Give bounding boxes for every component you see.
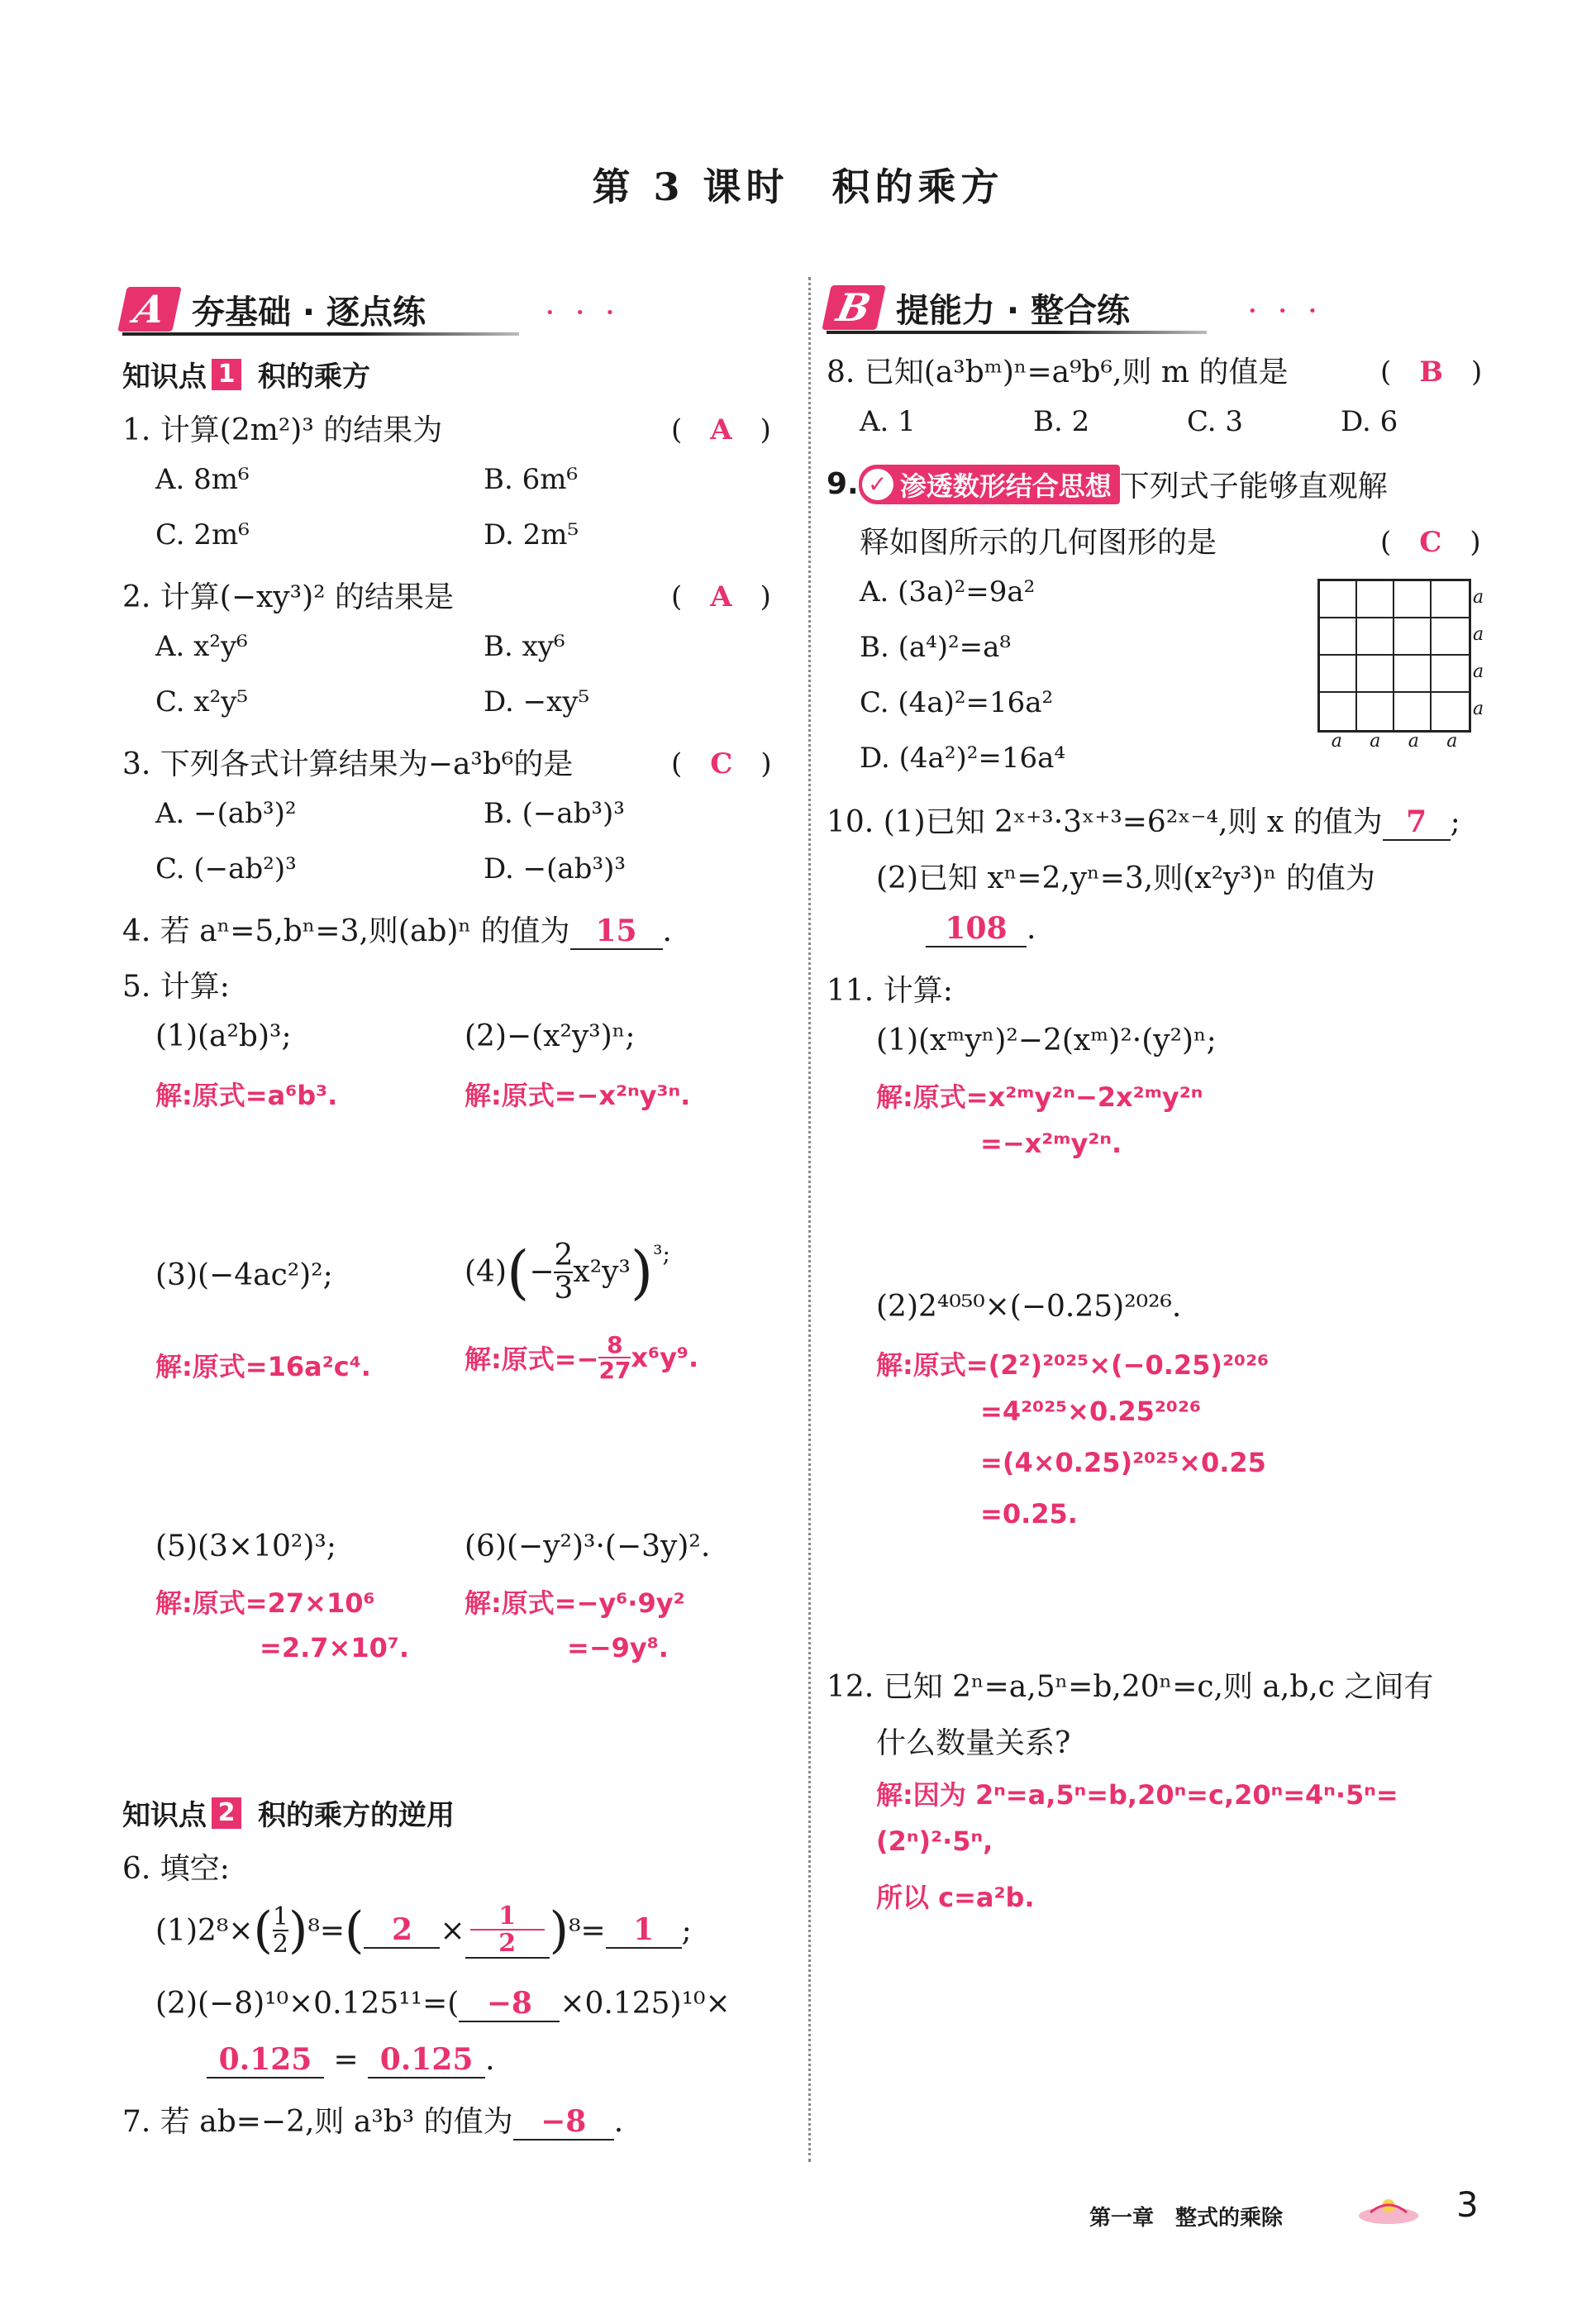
q3-option-b: B. (−ab³)³ [484, 797, 625, 830]
q7-stem: 7. 若 ab=−2,则 a³b³ 的值为 [122, 2105, 513, 2139]
q6-part2-line1 [155, 1986, 731, 2022]
q6-part2-prefix: (2)(−8)¹⁰×0.125¹¹=( [155, 1987, 460, 2021]
q8-option-c: C. 3 [1187, 405, 1244, 438]
knowledge-point-1 [122, 354, 370, 394]
q3-option-d: D. −(ab³)³ [484, 852, 626, 885]
q6-blank2-num: 1 [470, 1903, 545, 1931]
section-b-title: 提能力 · 整合练 [896, 291, 1131, 330]
section-b-dots: • • • [1248, 303, 1326, 320]
q5-solution4 [465, 1333, 698, 1383]
q8-answer-box: ( B ) [1380, 356, 1483, 389]
kp2-name: 积的乘方的逆用 [258, 1799, 455, 1832]
q5-solution4-prefix: 解:原式=− [465, 1344, 599, 1376]
q9-stem2: 释如图所示的几何图形的是 [860, 526, 1217, 560]
q10-part1-stem: 10. (1)已知 2ˣ⁺³·3ˣ⁺³=6²ˣ⁻⁴,则 x 的值为 [827, 805, 1383, 839]
q9-stem1: 下列式子能够直观解 [1119, 470, 1388, 504]
q5-part3: (3)(−4ac²)²; [155, 1258, 333, 1292]
q10-part2: (2)已知 xⁿ=2,yⁿ=3,则(x²y³)ⁿ 的值为 [876, 861, 1375, 895]
q9-grid-right-labels: a a a a [1473, 587, 1484, 719]
q11-solution2d: =0.25. [980, 1498, 1078, 1530]
column-divider [808, 277, 811, 2162]
q5-part4-label: (4) [465, 1255, 507, 1290]
q9-number: 9. [827, 467, 859, 501]
q2-answer-box: ( A ) [671, 580, 771, 613]
section-a-badge: A [117, 287, 181, 332]
q8-stem: 8. 已知(a³bᵐ)ⁿ=a⁹b⁶,则 m 的值是 [827, 356, 1289, 389]
q8-option-a: A. 1 [860, 405, 916, 438]
q2-option-d: D. −xy⁵ [484, 685, 590, 718]
q6-blank3: 1 [606, 1912, 682, 1949]
q12-stem1: 12. 已知 2ⁿ=a,5ⁿ=b,20ⁿ=c,则 a,b,c 之间有 [827, 1670, 1434, 1704]
q4-stem: 4. 若 aⁿ=5,bⁿ=3,则(ab)ⁿ 的值为 [122, 914, 570, 948]
q9-grid-bottom-labels: a a a a [1331, 731, 1458, 752]
q6-part1-eq1: ⁸= [307, 1913, 345, 1948]
q7-line [122, 2098, 623, 2141]
q9-answer: C [1419, 526, 1442, 559]
q6-blank6: 0.125 [368, 2042, 485, 2079]
q2-option-c: C. x²y⁵ [155, 685, 249, 718]
q6-part1-eq2: ⁸= [569, 1913, 606, 1948]
q2-option-b: B. xy⁶ [484, 630, 565, 663]
q9-option-b: B. (a⁴)²=a⁸ [860, 631, 1012, 664]
q5-solution4-denominator: 27 [598, 1357, 631, 1385]
q8-option-d: D. 6 [1341, 405, 1398, 438]
q9-hint-text: 渗透数形结合思想 [899, 470, 1112, 502]
q5-stem: 5. 计算: [122, 970, 230, 1004]
section-a-header [122, 285, 426, 333]
q5-part4-exponent: ³; [653, 1240, 670, 1267]
q10-part2-answer [926, 911, 1036, 947]
q11-solution2b: =4²⁰²⁵×0.25²⁰²⁶ [980, 1396, 1201, 1427]
knowledge-point-2 [122, 1792, 455, 1833]
q11-solution1b: =−x²ᵐy²ⁿ. [980, 1128, 1122, 1159]
footer-logo [1355, 2193, 1422, 2226]
q6-part1-prefix: (1)2⁸× [155, 1913, 254, 1948]
q10-part1-end: ; [1450, 805, 1460, 839]
q12-stem2: 什么数量关系? [876, 1726, 1071, 1760]
q1-stem: 1. 计算(2m²)³ 的结果为 [122, 413, 443, 447]
kp1-label: 知识点 [122, 360, 207, 394]
q2-stem: 2. 计算(−xy³)² 的结果是 [122, 580, 454, 614]
q9-line1 [827, 463, 1388, 505]
q3-answer: C [710, 747, 733, 780]
q12-solution2: (2ⁿ)²·5ⁿ, [876, 1826, 993, 1857]
section-b-badge: B [822, 285, 885, 330]
q7-end: . [613, 2105, 624, 2139]
q2-option-a: A. x²y⁶ [155, 630, 248, 663]
q5-solution6a: 解:原式=−y⁶·9y² [465, 1587, 685, 1619]
q9-hint-badge [859, 465, 1120, 504]
q8-answer: B [1419, 356, 1444, 389]
q5-part1: (1)(a²b)³; [155, 1019, 292, 1053]
q6-blank4: −8 [459, 1986, 560, 2022]
kp2-label: 知识点 [122, 1799, 207, 1832]
q9-answer-box: ( C ) [1380, 526, 1481, 559]
kp2-number: 2 [212, 1797, 241, 1829]
kp1-name: 积的乘方 [258, 360, 370, 394]
q4-line: 4. 若 aⁿ=5,bⁿ=3,则(ab)ⁿ 的值为 15 . [122, 914, 672, 948]
q1-option-d: D. 2m⁵ [484, 518, 579, 551]
q5-part4-numerator: 2 [554, 1239, 574, 1272]
q11-solution2a: 解:原式=(2²)²⁰²⁵×(−0.25)²⁰²⁶ [876, 1349, 1270, 1381]
q1-answer-box: ( A ) [671, 413, 771, 446]
q5-solution6b: =−9y⁸. [567, 1632, 669, 1663]
q6-blank5: 0.125 [207, 2042, 324, 2079]
q1-option-b: B. 6m⁶ [484, 463, 579, 496]
q9-option-c: C. (4a)²=16a² [860, 686, 1054, 719]
q6-times: × [440, 1913, 465, 1948]
q6-part1-frac-den: 2 [272, 1930, 289, 1959]
q10-part2-end: . [1027, 912, 1036, 946]
section-a-dots: • • • [545, 304, 623, 322]
q10-blank2: 108 [926, 911, 1027, 947]
q6-part1-frac-num: 1 [272, 1902, 289, 1931]
q10-blank1: 7 [1383, 804, 1451, 841]
section-b-header [827, 284, 1130, 332]
q11-part2: (2)2⁴⁰⁵⁰×(−0.25)²⁰²⁶. [876, 1290, 1182, 1324]
q12-solution1: 解:因为 2ⁿ=a,5ⁿ=b,20ⁿ=c,20ⁿ=4ⁿ·5ⁿ= [876, 1779, 1398, 1811]
q5-part2: (2)−(x²y³)ⁿ; [465, 1019, 636, 1053]
q5-solution4-term: x⁶y⁹. [631, 1342, 699, 1374]
q3-option-c: C. (−ab²)³ [155, 852, 297, 885]
q8-option-b: B. 2 [1033, 405, 1090, 438]
q5-solution2: 解:原式=−x²ⁿy³ⁿ. [465, 1080, 691, 1111]
q9-option-a: A. (3a)²=9a² [860, 575, 1036, 609]
q3-answer-box: ( C ) [671, 747, 772, 780]
section-a-underline [122, 332, 519, 336]
q5-part5: (5)(3×10²)³; [155, 1530, 336, 1563]
q5-solution1: 解:原式=a⁶b³. [155, 1080, 338, 1111]
q6-blank2-den: 2 [498, 1929, 517, 1958]
kp1-number: 1 [212, 359, 241, 390]
q1-option-a: A. 8m⁶ [155, 463, 250, 496]
q9-grid-figure [1317, 579, 1471, 733]
page-number: 3 [1456, 2184, 1479, 2225]
q10-part1 [827, 799, 1460, 841]
q6-part2-line2 [207, 2042, 495, 2079]
q1-option-c: C. 2m⁶ [155, 518, 250, 551]
q4-blank: 15 [570, 914, 663, 950]
q11-solution2c: =(4×0.25)²⁰²⁵×0.25 [980, 1447, 1266, 1478]
section-a-title: 夯基础 · 逐点练 [192, 293, 426, 332]
q6-blank1: 2 [364, 1912, 440, 1949]
q5-part6: (6)(−y²)³·(−3y)². [465, 1530, 711, 1563]
q3-option-a: A. −(ab³)² [155, 797, 297, 830]
q3-stem: 3. 下列各式计算结果为−a³b⁶的是 [122, 747, 574, 781]
q11-solution1a: 解:原式=x²ᵐy²ⁿ−2x²ᵐy²ⁿ [876, 1081, 1203, 1113]
q6-part1-end: ; [681, 1913, 692, 1948]
footer-chapter: 第一章 整式的乘除 [1089, 2206, 1284, 2231]
q7-blank: −8 [513, 2104, 614, 2141]
lesson-title: 第 3 课时 积的乘方 [592, 165, 1004, 209]
q11-stem: 11. 计算: [827, 974, 953, 1008]
q5-part4-term: x²y³ [573, 1255, 631, 1290]
q6-part2-end: . [485, 2043, 495, 2077]
section-b-underline [827, 331, 1207, 334]
check-icon: ✓ [862, 469, 893, 500]
q5-solution4-numerator: 8 [598, 1333, 631, 1358]
q2-answer: A [710, 580, 732, 613]
q1-answer: A [710, 413, 732, 446]
q5-part4-denominator: 3 [554, 1271, 574, 1305]
q11-part1: (1)(xᵐyⁿ)²−2(xᵐ)²·(y²)ⁿ; [876, 1024, 1217, 1057]
q5-solution3: 解:原式=16a²c⁴. [155, 1351, 371, 1382]
q5-solution5b: =2.7×10⁷. [260, 1632, 410, 1663]
q6-part2-mid: ×0.125)¹⁰× [560, 1987, 731, 2021]
q9-option-d: D. (4a²)²=16a⁴ [860, 742, 1066, 775]
q6-part2-eq: = [333, 2043, 359, 2077]
q12-solution3: 所以 c=a²b. [876, 1882, 1035, 1913]
q5-solution5a: 解:原式=27×10⁶ [155, 1587, 375, 1619]
q6-stem: 6. 填空: [122, 1852, 230, 1886]
q6-part1: (1)2⁸× ( $\frac{1}{2}$ ) ⁸= ( 2 × $\frac{1}{2}$ ) ⁸= 1 ; [155, 1901, 692, 1959]
q5-part4: (4) ( − $\frac{2}{3}$ x²y³ ) ³; [465, 1238, 670, 1306]
